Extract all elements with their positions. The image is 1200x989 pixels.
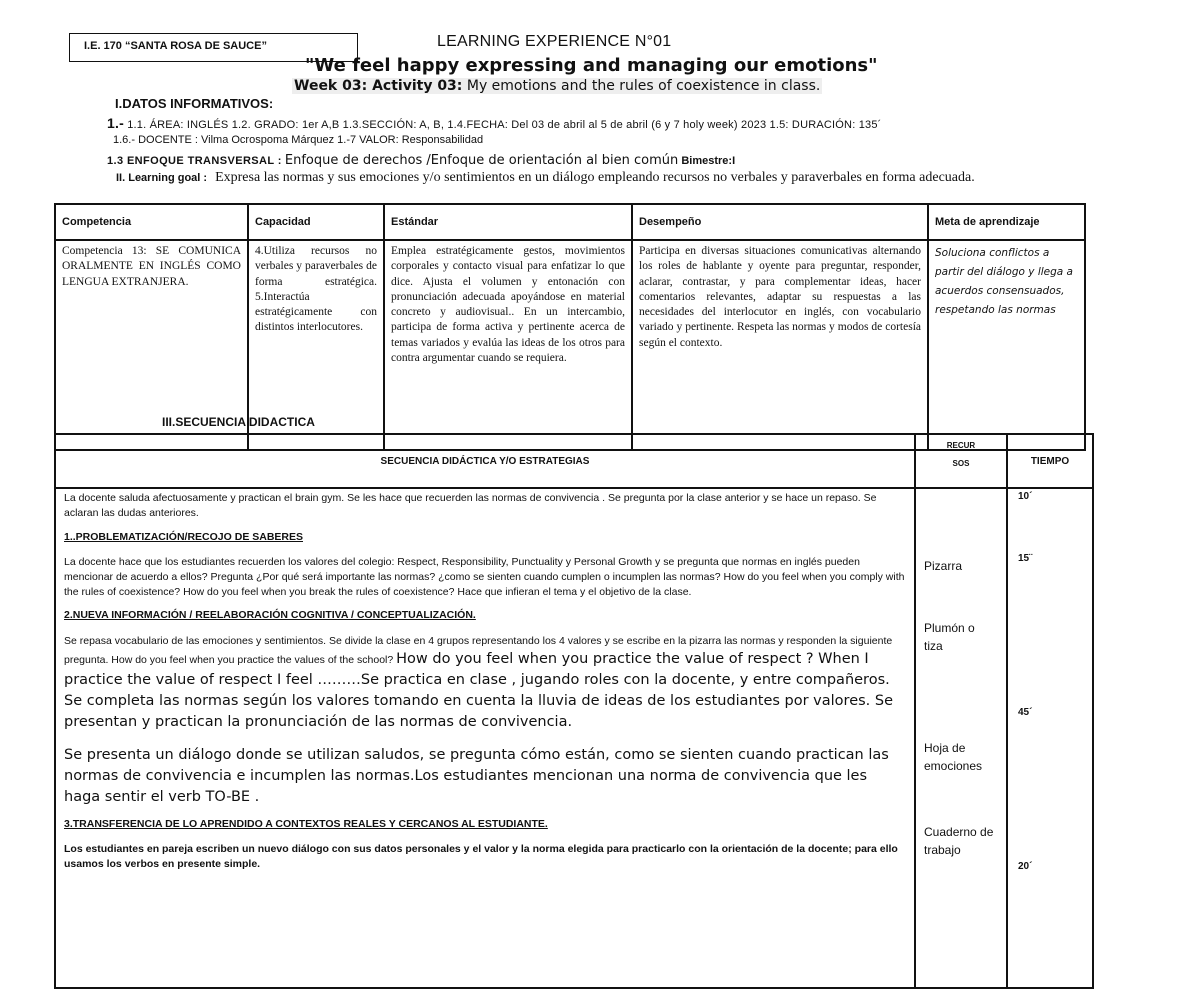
- info-number: 1.-: [107, 115, 124, 131]
- school-name-box: I.E. 170 “SANTA ROSA DE SAUCE”: [69, 33, 358, 62]
- cell-meta: Soluciona conflictos a partir del diálogo y llega a acuerdos consensuados, respetando las normas: [928, 240, 1085, 450]
- header-meta: Meta de aprendizaje: [928, 204, 1085, 240]
- section-2-text-small: Se repasa vocabulario de las emociones y sentimientos. Se divide la clase en 4 grupos representando los 4 valores y se escribe en la pizarra las normas y responden la siguiente pregunta. How do you feel when you practice the values of the school?: [64, 634, 893, 666]
- enfoque-text: Enfoque de derechos /Enfoque de orientación al bien común: [284, 153, 679, 168]
- header-competencia: Competencia: [55, 204, 248, 240]
- resource-pizarra: Pizarra: [924, 559, 963, 573]
- header-desempeno: Desempeño: [632, 204, 928, 240]
- secuencia-content: [55, 488, 915, 988]
- header-recursos: [915, 434, 1007, 488]
- cell-estandar: Emplea estratégicamente gestos, movimientos corporales y contacto visual para enfatizar lo que dice. Ajusta el volumen y entonación con pronunciación adecuada apoyándose en material concreto y audiovisual.. En un intercambio, participa de forma activa y pertinente acerca de temas variados y evalúa las ideas de los otros para contra argumentar cuando se requiera.: [384, 240, 632, 450]
- secuencia-table: [54, 433, 1094, 989]
- info-line-1-text: 1.1. ÁREA: INGLÉS 1.2. GRADO: 1er A,B 1.3.SECCIÓN: A, B, 1.4.FECHA: Del 03 de abril al 5 de abril (6 y 7 holy week) 2023 1.5: DURACIÓN: 135´: [127, 119, 882, 131]
- header-recursos-line-2: SOS: [952, 458, 970, 468]
- header-tiempo: TIEMPO: [1007, 434, 1093, 488]
- week-activity: [292, 78, 822, 94]
- resource-hoja-emociones: Hoja de emociones: [924, 741, 983, 773]
- time-2: 15¨: [1018, 553, 1033, 564]
- header-capacidad: Capacidad: [248, 204, 384, 240]
- cell-competencia: Competencia 13: SE COMUNICA ORALMENTE EN INGLÉS COMO LENGUA EXTRANJERA.: [55, 240, 248, 450]
- enfoque-line: [107, 153, 735, 168]
- resource-plumon: Plumón o tiza: [924, 621, 975, 653]
- bimestre: Bimestre:I: [681, 155, 736, 167]
- section-3-title: 3.TRANSFERENCIA DE LO APRENDIDO A CONTEXTOS REALES Y CERCANOS AL ESTUDIANTE.: [64, 817, 548, 830]
- competencias-table: [54, 203, 1086, 451]
- section-2-dialogue: Se presenta un diálogo donde se utilizan saludos, se pregunta cómo están, como se sienten cuando practican las normas de convivencia e incumplen las normas.Los estudiantes mencionan una norma de convivencia que les haga sentir el verb TO-BE .: [64, 746, 889, 805]
- week-text: My emotions and the rules of coexistence in class.: [466, 78, 821, 94]
- recursos-column: [915, 488, 1007, 988]
- time-3: 45´: [1018, 707, 1033, 718]
- intro-text: La docente saluda afectuosamente y practican el brain gym. Se les hace que recuerden las normas de convivencia . Se pregunta por la clase anterior y se hace un repaso. Se aclaran las dudas anteriores.: [64, 492, 877, 520]
- info-line-2: 1.6.- DOCENTE : Vilma Ocrospoma Márquez 1.-7 VALOR: Responsabilidad: [113, 134, 484, 146]
- section-1-text: La docente hace que los estudiantes recuerden los valores del colegio: Respect, Responsibility, Punctuality y Personal Growth y se pregunta que normas en inglés pueden mencionar de acuerdo a ellos? Pregunta ¿Por qué será importante las normas? ¿como se sienten cuando cumplen o incumplen las normas? How do you feel when you comply with the rules of coexistence? How do you feel when you break the rules of coexistence? Hace que infieran el tema y el objetivo de la clase.: [64, 555, 905, 599]
- learning-goal-line: [116, 170, 975, 186]
- header-recursos-line-1: RECUR: [946, 441, 976, 450]
- section-2-text-big: How do you feel when you practice the value of respect ? When I practice the value of respect I feel ………Se practica en clase , jugando roles con la docente, y entre compañeros. Se completa las normas según los valores tomando en cuenta la lluvia de ideas de los estudiantes por valores. Se presentan y practican la pronunciación de las normas de convivencia.: [64, 650, 894, 730]
- secuencia-title: III.SECUENCIA DIDACTICA: [162, 415, 315, 429]
- learning-goal-text: Expresa las normas y sus emociones y/o sentimientos en un diálogo empleando recursos no verbales y paraverbales en forma adecuada.: [215, 170, 975, 185]
- section-3-text: Los estudiantes en pareja escriben un nuevo diálogo con sus datos personales y el valor y la norma elegida para practicarlo con la orientación de la docente; para ello usamos los verbos en presente simple.: [64, 843, 898, 871]
- section-2-text: [64, 634, 906, 733]
- tiempo-column: [1007, 488, 1093, 988]
- main-title: "We feel happy expressing and managing our emotions": [305, 55, 878, 76]
- resource-cuaderno: Cuaderno de trabajo: [924, 825, 994, 857]
- learning-goal-label: II. Learning goal :: [116, 172, 208, 184]
- section-2-title: 2.NUEVA INFORMACIÓN / REELABORACIÓN COGNITIVA / CONCEPTUALIZACIÓN.: [64, 609, 476, 622]
- learning-experience-title: LEARNING EXPERIENCE N°01: [437, 33, 672, 50]
- cell-capacidad: 4.Utiliza recursos no verbales y paraverbales de forma estratégica. 5.Interactúa estratégicamente con distintos interlocutores.: [248, 240, 384, 450]
- header-secuencia: SECUENCIA DIDÁCTICA Y/O ESTRATEGIAS: [55, 434, 915, 488]
- info-line-1: [107, 115, 882, 131]
- enfoque-label: 1.3 ENFOQUE TRANSVERSAL :: [107, 155, 282, 167]
- header-estandar: Estándar: [384, 204, 632, 240]
- time-4: 20´: [1018, 861, 1033, 872]
- section-1-title: 1..PROBLEMATIZACIÓN/RECOJO DE SABERES: [64, 531, 303, 544]
- datos-informativos-heading: I.DATOS INFORMATIVOS:: [115, 96, 274, 111]
- time-1: 10´: [1018, 491, 1033, 502]
- cell-desempeno: Participa en diversas situaciones comunicativas alternando los roles de hablante y oyente para preguntar, responder, aclarar, contrastar, y para complementar ideas, hacer comentarios relevantes, adaptar su respuestas a las necesidades del interlocutor en inglés, con vocabulario variado y pertinente. Respeta las normas y modos de cortesía según el contexto.: [632, 240, 928, 450]
- week-label: Week 03: Activity 03:: [294, 78, 463, 94]
